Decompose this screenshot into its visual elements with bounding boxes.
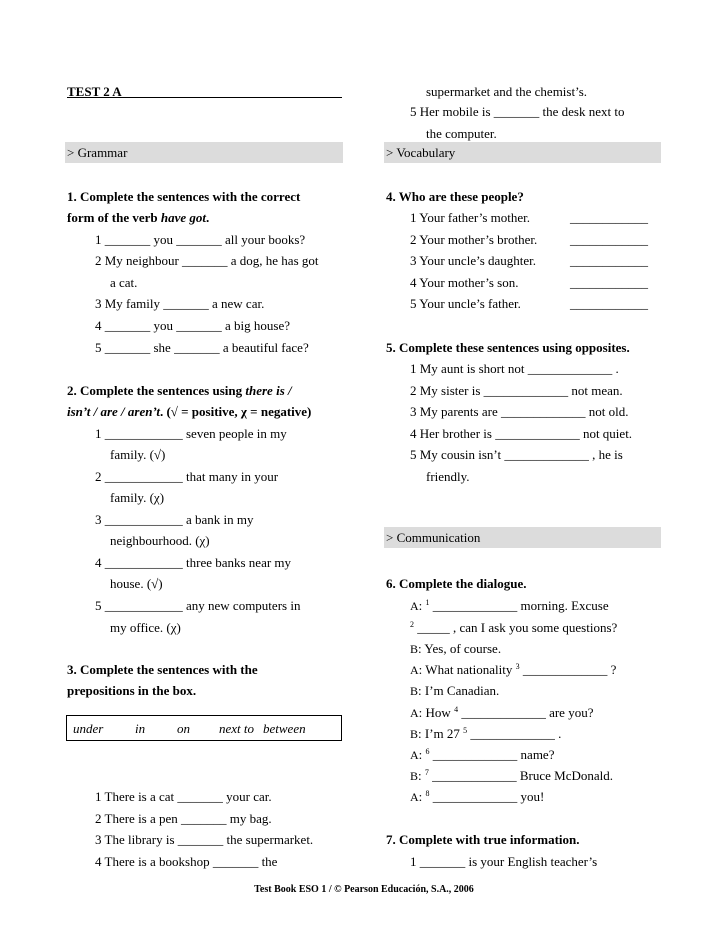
title-underline [67,97,342,98]
ex1-item-1: 1 _______ you _______ all your books? [95,232,306,247]
dialogue-line-1: A: $^1$ _____________ morning. Excuse [410,598,609,613]
ex2-item-3-cont: neighbourhood. (χ) [110,533,210,548]
ex4-blank-2: ____________ [570,232,648,247]
ex1-title-line2: form of the verb have got. [67,210,210,225]
dialogue-line-9: B: $^7$ _____________ Bruce McDonald. [410,768,614,783]
ex5-title: 5. Complete these sentences using opposites. [386,340,630,355]
ex2-item-3: 3 ____________ a bank in my [95,512,254,527]
ex2-item-4: 4 ____________ three banks near my [95,555,292,570]
ex2-title-line2: isn’t / are / aren’t. (√ = positive, χ = negative) [67,404,312,419]
box-word-under: under [73,721,104,736]
ex3-item-5: 5 Her mobile is _______ the desk next to [410,104,625,119]
vocabulary-band [384,142,661,163]
ex4-item-4: 4 Your mother’s son. [410,275,519,290]
ex1-item-5: 5 _______ she _______ a beautiful face? [95,340,309,355]
box-word-in: in [135,721,146,736]
ex5-item-4: 4 Her brother is _____________ not quiet. [410,426,633,441]
dialogue-line-4: A: What nationality $^3$ _____________ ? [410,662,617,677]
ex3-item-1: 1 There is a cat _______ your car. [95,789,272,804]
ex4-title: 4. Who are these people? [386,189,524,204]
ex3-item-4-cont: supermarket and the chemist’s. [426,84,588,99]
ex2-item-4-cont: house. (√) [110,576,163,591]
ex1-item-2: 2 My neighbour _______ a dog, he has got [95,253,319,268]
dialogue-line-2: $^2$ _____ , can I ask you some questions? [410,620,618,635]
ex7-item-1: 1 _______ is your English teacher’s [410,854,598,869]
ex5-item-1: 1 My aunt is short not _____________ . [410,361,619,376]
ex4-item-5: 5 Your uncle’s father. [410,296,521,311]
ex2-item-5-cont: my office. (χ) [110,620,181,635]
ex7-title: 7. Complete with true information. [386,832,580,847]
ex1-item-2-cont: a cat. [110,275,138,290]
dialogue-line-7: B: I’m 27 $^5$ _____________ . [410,726,562,741]
ex4-blank-1: ____________ [570,210,648,225]
vocabulary-heading: > Vocabulary [386,145,456,160]
ex3-title-line1: 3. Complete the sentences with the [67,662,258,677]
prepositions-box [66,715,342,741]
ex3-item-4: 4 There is a bookshop _______ the [95,854,278,869]
ex5-item-5: 5 My cousin isn’t _____________ , he is [410,447,623,462]
ex1-title-line1: 1. Complete the sentences with the correct [67,189,301,204]
ex2-item-1-cont: family. (√) [110,447,166,462]
ex2-item-2: 2 ____________ that many in your [95,469,279,484]
ex2-item-5: 5 ____________ any new computers in [95,598,301,613]
ex2-item-1: 1 ____________ seven people in my [95,426,287,441]
ex3-title-line2: prepositions in the box. [67,683,197,698]
box-word-between: between [263,721,306,736]
ex1-item-3: 3 My family _______ a new car. [95,296,265,311]
communication-band [384,527,661,548]
ex2-item-2-cont: family. (χ) [110,490,165,505]
dialogue-line-5: B: I’m Canadian. [410,683,500,698]
ex6-title: 6. Complete the dialogue. [386,576,527,591]
dialogue-line-3: B: Yes, of course. [410,641,502,656]
grammar-band [65,142,343,163]
box-word-on: on [177,721,190,736]
ex3-item-2: 2 There is a pen _______ my bag. [95,811,272,826]
ex5-item-3: 3 My parents are _____________ not old. [410,404,629,419]
ex4-item-1: 1 Your father’s mother. [410,210,531,225]
test-title: TEST 2 A [67,84,122,99]
ex4-blank-5: ____________ [570,296,648,311]
ex4-blank-4: ____________ [570,275,648,290]
ex5-item-5-cont: friendly. [426,469,470,484]
ex4-item-2: 2 Your mother’s brother. [410,232,538,247]
communication-heading: > Communication [386,530,481,545]
ex2-title-line1: 2. Complete the sentences using there is / [67,383,292,398]
ex4-blank-3: ____________ [570,253,648,268]
grammar-heading: > Grammar [67,145,128,160]
ex1-item-4: 4 _______ you _______ a big house? [95,318,290,333]
dialogue-line-8: A: $^6$ _____________ name? [410,747,555,762]
ex5-item-2: 2 My sister is _____________ not mean. [410,383,623,398]
box-word-next-to: next to [219,721,255,736]
dialogue-line-10: A: $^8$ _____________ you! [410,789,545,804]
ex4-item-3: 3 Your uncle’s daughter. [410,253,537,268]
ex3-item-5-cont: the computer. [426,126,497,141]
ex3-item-3: 3 The library is _______ the supermarket. [95,832,314,847]
footer: Test Book ESO 1 / © Pearson Educación, S.A., 2006 [254,884,474,895]
dialogue-line-6: A: How $^4$ _____________ are you? [410,705,594,720]
